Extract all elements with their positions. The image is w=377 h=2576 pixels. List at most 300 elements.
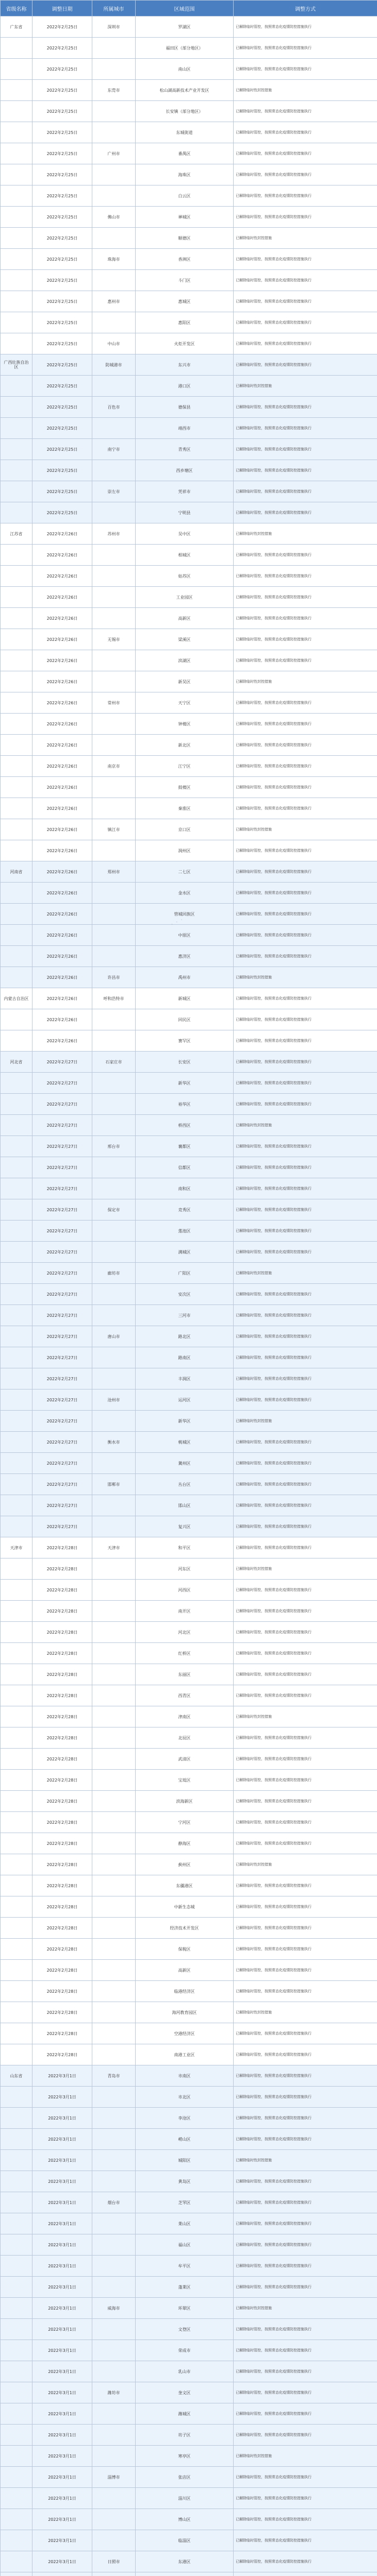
city-cell xyxy=(92,1580,136,1601)
policy-cell: 已解除临时性封控措施 xyxy=(234,1854,377,1875)
area-cell: 宁河区 xyxy=(136,1812,234,1833)
area-cell: 凭祥市 xyxy=(136,481,234,502)
policy-cell: 已解除临时性封控措施 xyxy=(234,2002,377,2023)
province-cell xyxy=(1,376,32,397)
policy-cell: 已解除临时管控，按照常态化疫情防控措施执行 xyxy=(234,1939,377,1960)
province-cell xyxy=(1,1875,32,1896)
policy-cell: 已解除临时管控，按照常态化疫情防控措施执行 xyxy=(234,164,377,185)
date-cell: 2022年2月25日 xyxy=(32,101,92,122)
province-cell xyxy=(1,1368,32,1389)
city-cell xyxy=(92,883,136,904)
area-cell: 滨湖区 xyxy=(136,650,234,671)
date-cell: 2022年2月25日 xyxy=(32,164,92,185)
province-cell xyxy=(1,777,32,798)
city-cell xyxy=(92,1073,136,1094)
table-row xyxy=(1,1474,377,1495)
area-cell: 城阳区 xyxy=(136,2150,234,2171)
area-cell: 津南区 xyxy=(136,1706,234,1727)
policy-cell: 已解除临时管控，按照常态化疫情防控措施执行 xyxy=(234,756,377,777)
province-cell xyxy=(1,502,32,523)
area-cell: 东兴市 xyxy=(136,354,234,376)
policy-cell: 已解除临时管控，按照常态化疫情防控措施执行 xyxy=(234,1136,377,1157)
date-cell: 2022年2月28日 xyxy=(32,1601,92,1622)
table-row xyxy=(1,439,377,460)
area-cell: 环翠区 xyxy=(136,2298,234,2319)
area-cell: 鼓楼区 xyxy=(136,777,234,798)
city-cell: 常州市 xyxy=(92,692,136,714)
date-cell: 2022年3月1日 xyxy=(32,2065,92,2087)
policy-cell: 已解除临时管控，按照常态化疫情防控措施执行 xyxy=(234,1664,377,1685)
city-cell xyxy=(92,650,136,671)
policy-cell: 已解除临时管控，按照常态化疫情防控措施执行 xyxy=(234,1221,377,1242)
city-cell xyxy=(92,1706,136,1727)
area-cell: 市南区 xyxy=(136,2065,234,2087)
table-row xyxy=(1,333,377,354)
area-cell: 顺德区 xyxy=(136,228,234,249)
policy-cell: 已解除临时性封控措施 xyxy=(234,1411,377,1432)
table-row xyxy=(1,2361,377,2382)
policy-cell: 已解除临时管控，按照常态化疫情防控措施执行 xyxy=(234,1389,377,1411)
date-cell: 2022年3月1日 xyxy=(32,2108,92,2129)
province-cell xyxy=(1,1474,32,1495)
table-row xyxy=(1,1157,377,1178)
province-cell xyxy=(1,1495,32,1516)
table-row xyxy=(1,714,377,735)
policy-cell: 已解除临时管控，按照常态化疫情防控措施执行 xyxy=(234,249,377,270)
date-cell: 2022年2月28日 xyxy=(32,1939,92,1960)
city-cell xyxy=(92,1411,136,1432)
table-row xyxy=(1,1960,377,1981)
policy-cell: 已解除临时管控，按照常态化疫情防控措施执行 xyxy=(234,291,377,312)
area-cell: 冀州区 xyxy=(136,1453,234,1474)
province-cell xyxy=(1,756,32,777)
table-row xyxy=(1,1770,377,1791)
table-row xyxy=(1,2277,377,2298)
area-cell: 金水区 xyxy=(136,883,234,904)
table-row xyxy=(1,1601,377,1622)
area-cell: 崂山区 xyxy=(136,2129,234,2150)
province-cell xyxy=(1,249,32,270)
province-cell xyxy=(1,1770,32,1791)
table-row xyxy=(1,1727,377,1749)
policy-cell: 已解除临时管控，按照常态化疫情防控措施执行 xyxy=(234,587,377,608)
policy-cell: 已解除临时管控，按照常态化疫情防控措施执行 xyxy=(234,101,377,122)
policy-cell xyxy=(234,2572,377,2576)
policy-cell: 已解除临时管控，按照常态化疫情防控措施执行 xyxy=(234,2319,377,2340)
province-cell xyxy=(1,1157,32,1178)
policy-cell: 已解除临时管控，按照常态化疫情防控措施执行 xyxy=(234,1199,377,1221)
policy-cell: 已解除临时管控，按照常态化疫情防控措施执行 xyxy=(234,2171,377,2192)
province-cell xyxy=(1,2446,32,2467)
city-cell xyxy=(92,777,136,798)
date-cell: 2022年2月26日 xyxy=(32,671,92,692)
city-cell xyxy=(92,1939,136,1960)
date-cell: 2022年2月28日 xyxy=(32,1537,92,1558)
policy-cell: 已解除临时管控，按照常态化疫情防控措施执行 xyxy=(234,1812,377,1833)
table-row xyxy=(1,840,377,861)
area-cell: 新华区 xyxy=(136,1411,234,1432)
province-cell xyxy=(1,270,32,291)
table-row xyxy=(1,481,377,502)
table-row xyxy=(1,1791,377,1812)
date-cell: 2022年2月26日 xyxy=(32,566,92,587)
city-cell xyxy=(92,946,136,967)
area-cell: 张店区 xyxy=(136,2467,234,2488)
area-cell: 运河区 xyxy=(136,1389,234,1411)
table-row xyxy=(1,397,377,418)
policy-cell: 已解除临时性封控措施 xyxy=(234,2150,377,2171)
table-row xyxy=(1,1411,377,1432)
date-cell: 2022年2月26日 xyxy=(32,840,92,861)
table-row xyxy=(1,16,377,38)
city-cell xyxy=(92,1770,136,1791)
policy-cell: 已解除临时管控，按照常态化疫情防控措施执行 xyxy=(234,2256,377,2277)
city-cell: 珠海市 xyxy=(92,249,136,270)
table-row xyxy=(1,2467,377,2488)
city-cell xyxy=(92,1685,136,1706)
area-cell: 丛台区 xyxy=(136,1474,234,1495)
province-cell xyxy=(1,1411,32,1432)
city-cell: 廊坊市 xyxy=(92,1263,136,1284)
city-cell xyxy=(92,1115,136,1136)
area-cell: 白云区 xyxy=(136,185,234,207)
city-cell xyxy=(92,1242,136,1263)
city-cell xyxy=(92,101,136,122)
city-cell xyxy=(92,545,136,566)
city-cell xyxy=(92,1791,136,1812)
city-cell: 许昌市 xyxy=(92,967,136,988)
policy-cell: 已解除临时管控，按照常态化疫情防控措施执行 xyxy=(234,2234,377,2256)
date-cell: 2022年2月27日 xyxy=(32,1178,92,1199)
area-cell: 桃城区 xyxy=(136,1432,234,1453)
province-cell xyxy=(1,1516,32,1537)
city-cell xyxy=(92,185,136,207)
city-cell xyxy=(92,2002,136,2023)
city-cell xyxy=(92,566,136,587)
province-cell xyxy=(1,185,32,207)
city-cell xyxy=(92,2171,136,2192)
province-cell xyxy=(1,1221,32,1242)
date-cell: 2022年2月25日 xyxy=(32,481,92,502)
date-cell: 2022年2月25日 xyxy=(32,397,92,418)
date-cell: 2022年2月28日 xyxy=(32,2002,92,2023)
area-cell: 路北区 xyxy=(136,1326,234,1347)
city-cell xyxy=(92,2277,136,2298)
city-cell xyxy=(92,1854,136,1875)
date-cell: 2022年2月26日 xyxy=(32,587,92,608)
table-row xyxy=(1,2319,377,2340)
date-cell: 2022年2月26日 xyxy=(32,946,92,967)
date-cell: 2022年2月27日 xyxy=(32,1411,92,1432)
city-cell xyxy=(92,59,136,80)
area-cell: 襄都区 xyxy=(136,1136,234,1157)
policy-cell: 已解除临时性封控措施 xyxy=(234,2298,377,2319)
province-cell xyxy=(1,1939,32,1960)
policy-cell: 已解除临时管控，按照常态化疫情防控措施执行 xyxy=(234,904,377,925)
province-cell: 河北省 xyxy=(1,1052,32,1073)
policy-cell: 已解除临时管控，按照常态化疫情防控措施执行 xyxy=(234,185,377,207)
province-cell xyxy=(1,397,32,418)
date-cell: 2022年2月26日 xyxy=(32,1009,92,1030)
province-cell xyxy=(1,2403,32,2425)
city-cell xyxy=(92,1284,136,1305)
province-cell xyxy=(1,1601,32,1622)
province-cell xyxy=(1,1791,32,1812)
policy-cell: 已解除临时管控，按照常态化疫情防控措施执行 xyxy=(234,59,377,80)
table-row xyxy=(1,2171,377,2192)
date-cell: 2022年2月28日 xyxy=(32,1770,92,1791)
date-cell: 2022年2月27日 xyxy=(32,1284,92,1305)
date-cell: 2022年2月26日 xyxy=(32,988,92,1009)
city-cell: 淄博市 xyxy=(92,2467,136,2488)
date-cell: 2022年2月26日 xyxy=(32,650,92,671)
policy-cell: 已解除临时性封控措施 xyxy=(234,819,377,840)
date-cell: 2022年3月1日 xyxy=(32,2171,92,2192)
policy-cell: 已解除临时管控，按照常态化疫情防控措施执行 xyxy=(234,2087,377,2108)
area-cell: 淄川区 xyxy=(136,2488,234,2509)
province-cell xyxy=(1,2530,32,2551)
city-cell: 潍坊市 xyxy=(92,2382,136,2403)
date-cell: 2022年3月1日 xyxy=(32,2256,92,2277)
area-cell: 和平区 xyxy=(136,1537,234,1558)
area-cell: 博山区 xyxy=(136,2509,234,2530)
area-cell: 武清区 xyxy=(136,1749,234,1770)
city-cell: 沧州市 xyxy=(92,1389,136,1411)
city-cell xyxy=(92,2108,136,2129)
date-cell: 2022年2月27日 xyxy=(32,1495,92,1516)
date-cell: 2022年2月28日 xyxy=(32,1749,92,1770)
table-row xyxy=(1,1685,377,1706)
policy-cell: 已解除临时管控，按照常态化疫情防控措施执行 xyxy=(234,1601,377,1622)
city-cell xyxy=(92,735,136,756)
table-row xyxy=(1,1875,377,1896)
area-cell: 相城区 xyxy=(136,545,234,566)
table-row xyxy=(1,1199,377,1221)
area-cell: 海珠区 xyxy=(136,164,234,185)
city-cell xyxy=(92,418,136,439)
area-cell: 蓟州区 xyxy=(136,1854,234,1875)
province-cell xyxy=(1,650,32,671)
province-cell xyxy=(1,692,32,714)
province-cell xyxy=(1,545,32,566)
policy-cell: 已解除临时管控，按照常态化疫情防控措施执行 xyxy=(234,1453,377,1474)
province-cell xyxy=(1,1115,32,1136)
policy-cell: 已解除临时管控，按照常态化疫情防控措施执行 xyxy=(234,1326,377,1347)
city-cell xyxy=(92,2213,136,2234)
table-row xyxy=(1,1580,377,1601)
date-cell: 2022年3月1日 xyxy=(32,2213,92,2234)
province-cell: 天津市 xyxy=(1,1537,32,1558)
province-cell xyxy=(1,439,32,460)
policy-cell: 已解除临时管控，按照常态化疫情防控措施执行 xyxy=(234,840,377,861)
date-cell: 2022年3月1日 xyxy=(32,2361,92,2382)
province-cell xyxy=(1,1918,32,1939)
table-row xyxy=(1,1432,377,1453)
date-cell: 2022年3月1日 xyxy=(32,2298,92,2319)
policy-cell: 已解除临时管控，按照常态化疫情防控措施执行 xyxy=(234,1030,377,1052)
area-cell: 长安镇（部分地区） xyxy=(136,101,234,122)
date-cell: 2022年3月1日 xyxy=(32,2425,92,2446)
city-cell: 深圳市 xyxy=(92,16,136,38)
area-cell: 莲池区 xyxy=(136,1221,234,1242)
city-cell xyxy=(92,1749,136,1770)
city-cell xyxy=(92,2403,136,2425)
table-row xyxy=(1,2213,377,2234)
area-cell: 福山区 xyxy=(136,2234,234,2256)
area-cell: 德保县 xyxy=(136,397,234,418)
area-cell: 满城区 xyxy=(136,1242,234,1263)
policy-cell: 已解除临时管控，按照常态化疫情防控措施执行 xyxy=(234,925,377,946)
city-cell xyxy=(92,608,136,629)
table-row xyxy=(1,1368,377,1389)
date-cell: 2022年2月25日 xyxy=(32,439,92,460)
city-cell: 保定市 xyxy=(92,1199,136,1221)
date-cell: 2022年2月25日 xyxy=(32,228,92,249)
header-policy: 调整方式 xyxy=(234,1,377,16)
date-cell: 2022年2月26日 xyxy=(32,608,92,629)
province-cell xyxy=(1,1199,32,1221)
date-cell: 2022年2月27日 xyxy=(32,1221,92,1242)
table-row xyxy=(1,1516,377,1537)
date-cell: 2022年3月1日 xyxy=(32,2087,92,2108)
province-cell xyxy=(1,883,32,904)
area-cell: 长安区 xyxy=(136,1052,234,1073)
area-cell: 新华区 xyxy=(136,1073,234,1094)
table-row xyxy=(1,1981,377,2002)
province-cell xyxy=(1,2382,32,2403)
province-cell xyxy=(1,2277,32,2298)
date-cell: 2022年2月26日 xyxy=(32,692,92,714)
province-cell: 河南省 xyxy=(1,861,32,883)
table-row xyxy=(1,1178,377,1199)
table-row xyxy=(1,2530,377,2551)
province-cell xyxy=(1,2129,32,2150)
date-cell: 2022年3月1日 xyxy=(32,2509,92,2530)
city-cell xyxy=(92,2446,136,2467)
policy-cell: 已解除临时管控，按照常态化疫情防控措施执行 xyxy=(234,1875,377,1896)
province-cell xyxy=(1,2108,32,2129)
date-cell: 2022年2月25日 xyxy=(32,122,92,143)
table-row xyxy=(1,671,377,692)
policy-cell: 已解除临时管控，按照常态化疫情防控措施执行 xyxy=(234,1157,377,1178)
table-row xyxy=(1,2150,377,2171)
area-cell: 保税区 xyxy=(136,1939,234,1960)
date-cell: 2022年3月1日 xyxy=(32,2382,92,2403)
policy-cell: 已解除临时管控，按照常态化疫情防控措施执行 xyxy=(234,545,377,566)
date-cell: 2022年2月27日 xyxy=(32,1347,92,1368)
city-cell: 郑州市 xyxy=(92,861,136,883)
table-row xyxy=(1,1537,377,1558)
table-row xyxy=(1,798,377,819)
area-cell: 番禺区 xyxy=(136,143,234,164)
city-cell xyxy=(92,1601,136,1622)
policy-cell: 已解除临时管控，按照常态化疫情防控措施执行 xyxy=(234,1770,377,1791)
date-cell: 2022年2月28日 xyxy=(32,1981,92,2002)
area-cell: 钟楼区 xyxy=(136,714,234,735)
policy-cell: 已解除临时管控，按照常态化疫情防控措施执行 xyxy=(234,2551,377,2572)
table-row xyxy=(1,2551,377,2572)
date-cell: 2022年2月27日 xyxy=(32,1136,92,1157)
table-row xyxy=(1,988,377,1009)
city-cell xyxy=(92,1030,136,1052)
date-cell: 2022年3月1日 xyxy=(32,2319,92,2340)
policy-cell: 已解除临时管控，按照常态化疫情防控措施执行 xyxy=(234,1052,377,1073)
date-cell: 2022年2月27日 xyxy=(32,1432,92,1453)
date-cell: 2022年2月25日 xyxy=(32,143,92,164)
table-row xyxy=(1,1643,377,1664)
area-cell: 惠阳区 xyxy=(136,312,234,333)
province-cell xyxy=(1,1009,32,1030)
table-row xyxy=(1,2192,377,2213)
policy-cell: 已解除临时性封控措施 xyxy=(234,1115,377,1136)
area-cell: 天宁区 xyxy=(136,692,234,714)
table-row xyxy=(1,1284,377,1305)
watermark: · · · xyxy=(169,914,185,929)
table-row xyxy=(1,1854,377,1875)
province-cell xyxy=(1,1242,32,1263)
table-row xyxy=(1,2382,377,2403)
area-cell: 裕华区 xyxy=(136,1094,234,1115)
area-cell: 西乡塘区 xyxy=(136,460,234,481)
province-cell xyxy=(1,1727,32,1749)
province-cell xyxy=(1,1580,32,1601)
province-cell xyxy=(1,1622,32,1643)
policy-cell: 已解除临时管控，按照常态化疫情防控措施执行 xyxy=(234,650,377,671)
city-cell xyxy=(92,798,136,819)
table-row xyxy=(1,502,377,523)
policy-cell: 已解除临时管控，按照常态化疫情防控措施执行 xyxy=(234,2509,377,2530)
province-cell xyxy=(1,904,32,925)
area-cell: 红桥区 xyxy=(136,1643,234,1664)
city-cell xyxy=(92,671,136,692)
policy-cell: 已解除临时管控，按照常态化疫情防控措施执行 xyxy=(234,2488,377,2509)
policy-cell: 已解除临时管控，按照常态化疫情防控措施执行 xyxy=(234,2361,377,2382)
policy-cell: 已解除临时管控，按照常态化疫情防控措施执行 xyxy=(234,207,377,228)
area-cell: 青秀区 xyxy=(136,439,234,460)
province-cell xyxy=(1,2340,32,2361)
province-cell xyxy=(1,1558,32,1580)
policy-cell: 已解除临时管控，按照常态化疫情防控措施执行 xyxy=(234,2425,377,2446)
policy-cell: 已解除临时管控，按照常态化疫情防控措施执行 xyxy=(234,2044,377,2065)
province-cell xyxy=(1,714,32,735)
table-row xyxy=(1,2234,377,2256)
city-cell xyxy=(92,2087,136,2108)
city-cell xyxy=(92,1622,136,1643)
policy-cell: 已解除临时管控，按照常态化疫情防控措施执行 xyxy=(234,38,377,59)
table-row xyxy=(1,2425,377,2446)
date-cell: 2022年2月28日 xyxy=(32,1622,92,1643)
city-cell xyxy=(92,1833,136,1854)
table-row xyxy=(1,566,377,587)
province-cell xyxy=(1,38,32,59)
date-cell: 2022年2月28日 xyxy=(32,1896,92,1918)
date-cell: 2022年2月26日 xyxy=(32,967,92,988)
area-cell: 北辰区 xyxy=(136,1727,234,1749)
province-cell xyxy=(1,2044,32,2065)
province-cell xyxy=(1,1432,32,1453)
area-cell: 复兴区 xyxy=(136,1516,234,1537)
date-cell: 2022年2月25日 xyxy=(32,249,92,270)
table-row xyxy=(1,291,377,312)
table-row xyxy=(1,2108,377,2129)
area-cell: 西青区 xyxy=(136,1685,234,1706)
province-cell xyxy=(1,207,32,228)
table-row xyxy=(1,1749,377,1770)
policy-cell: 已解除临时管控，按照常态化疫情防控措施执行 xyxy=(234,1537,377,1558)
province-cell xyxy=(1,418,32,439)
city-cell: 青岛市 xyxy=(92,2065,136,2087)
province-cell xyxy=(1,1073,32,1094)
